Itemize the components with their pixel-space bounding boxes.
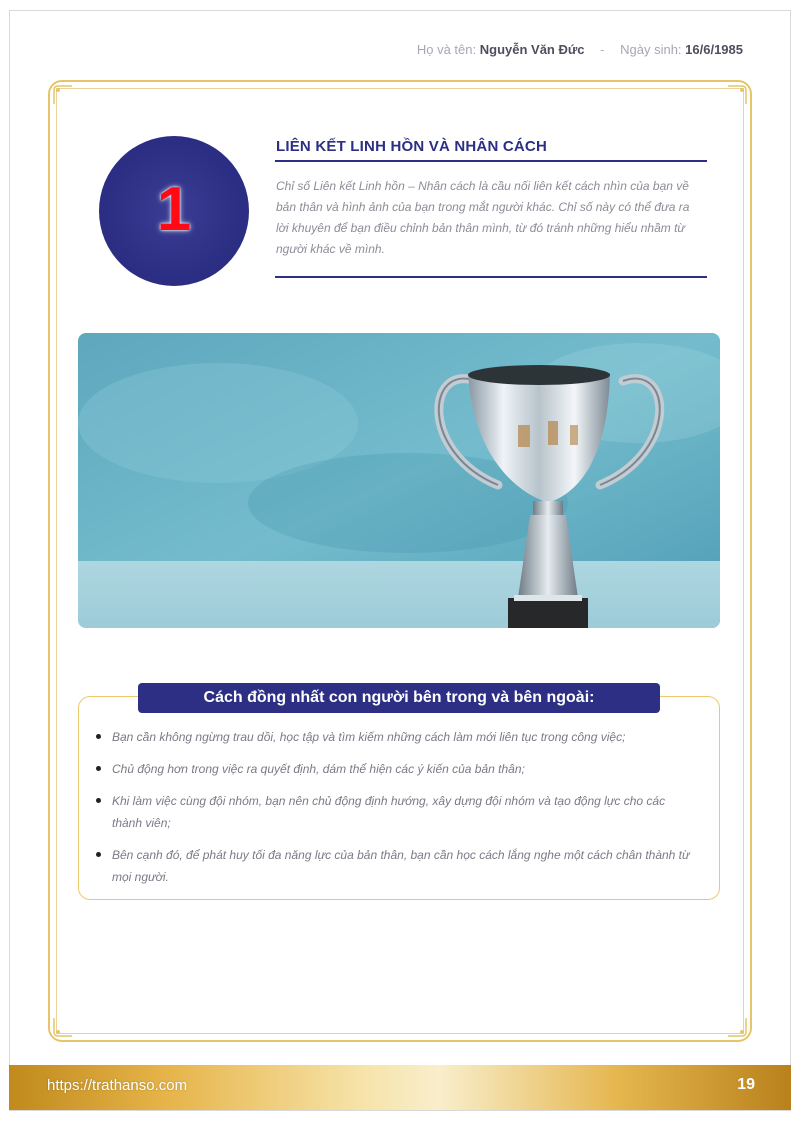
list-item-text: Khi làm việc cùng đội nhóm, bạn nên chủ động định hướng, xây dựng đội nhóm và tạo động lực cho các thành viên;: [112, 794, 666, 830]
advice-list: [96, 726, 694, 898]
dob-value: 16/6/1985: [685, 42, 743, 57]
footer-bar: [9, 1065, 791, 1110]
number-badge: [99, 136, 249, 286]
list-item-text: Chủ động hơn trong việc ra quyết định, dám thể hiện các ý kiến của bản thân;: [112, 762, 525, 776]
bullet-icon: [96, 798, 101, 803]
list-item-text: Bên cạnh đó, để phát huy tối đa năng lực của bản thân, bạn cần học cách lắng nghe một cách chân thành từ mọi người.: [112, 848, 690, 884]
list-item: [96, 758, 694, 780]
corner-ornament-icon: [726, 84, 748, 106]
section-title: LIÊN KẾT LINH HỒN VÀ NHÂN CÁCH: [276, 138, 547, 155]
list-item: [96, 726, 694, 748]
corner-ornament-icon: [726, 1016, 748, 1038]
list-item-text: Bạn cần không ngừng trau dồi, học tập và tìm kiếm những cách làm mới liên tục trong công việc;: [112, 730, 626, 744]
footer-url-link[interactable]: https://trathanso.com: [47, 1077, 188, 1094]
badge-number: 1: [156, 175, 192, 244]
corner-ornament-icon: [52, 84, 74, 106]
name-label: Họ và tên:: [416, 42, 477, 57]
name-value: Nguyễn Văn Đức: [479, 42, 585, 57]
trophy-image: [78, 333, 720, 628]
body-divider: [275, 276, 707, 278]
list-item: [96, 790, 694, 834]
list-item: [96, 844, 694, 888]
header-separator: -: [600, 42, 605, 57]
corner-ornament-icon: [52, 1016, 74, 1038]
bullet-icon: [96, 766, 101, 771]
dob-label: Ngày sinh:: [620, 42, 682, 57]
bullet-icon: [96, 734, 101, 739]
advice-title: Cách đồng nhất con người bên trong và bên ngoài:: [138, 683, 660, 713]
section-description: Chỉ số Liên kết Linh hồn – Nhân cách là cầu nối liên kết cách nhìn của bạn về bản thân và hình ảnh của bạn trong mắt người khác. Chỉ số này có thể đưa ra lời khuyên để bạn điều chỉnh bản thân mình, từ đó tránh những hiểu nhầm từ người khác về mình.: [276, 179, 690, 256]
bullet-icon: [96, 852, 101, 857]
title-divider: [275, 160, 707, 162]
page-number: 19: [737, 1076, 755, 1093]
header-info: [417, 42, 743, 57]
